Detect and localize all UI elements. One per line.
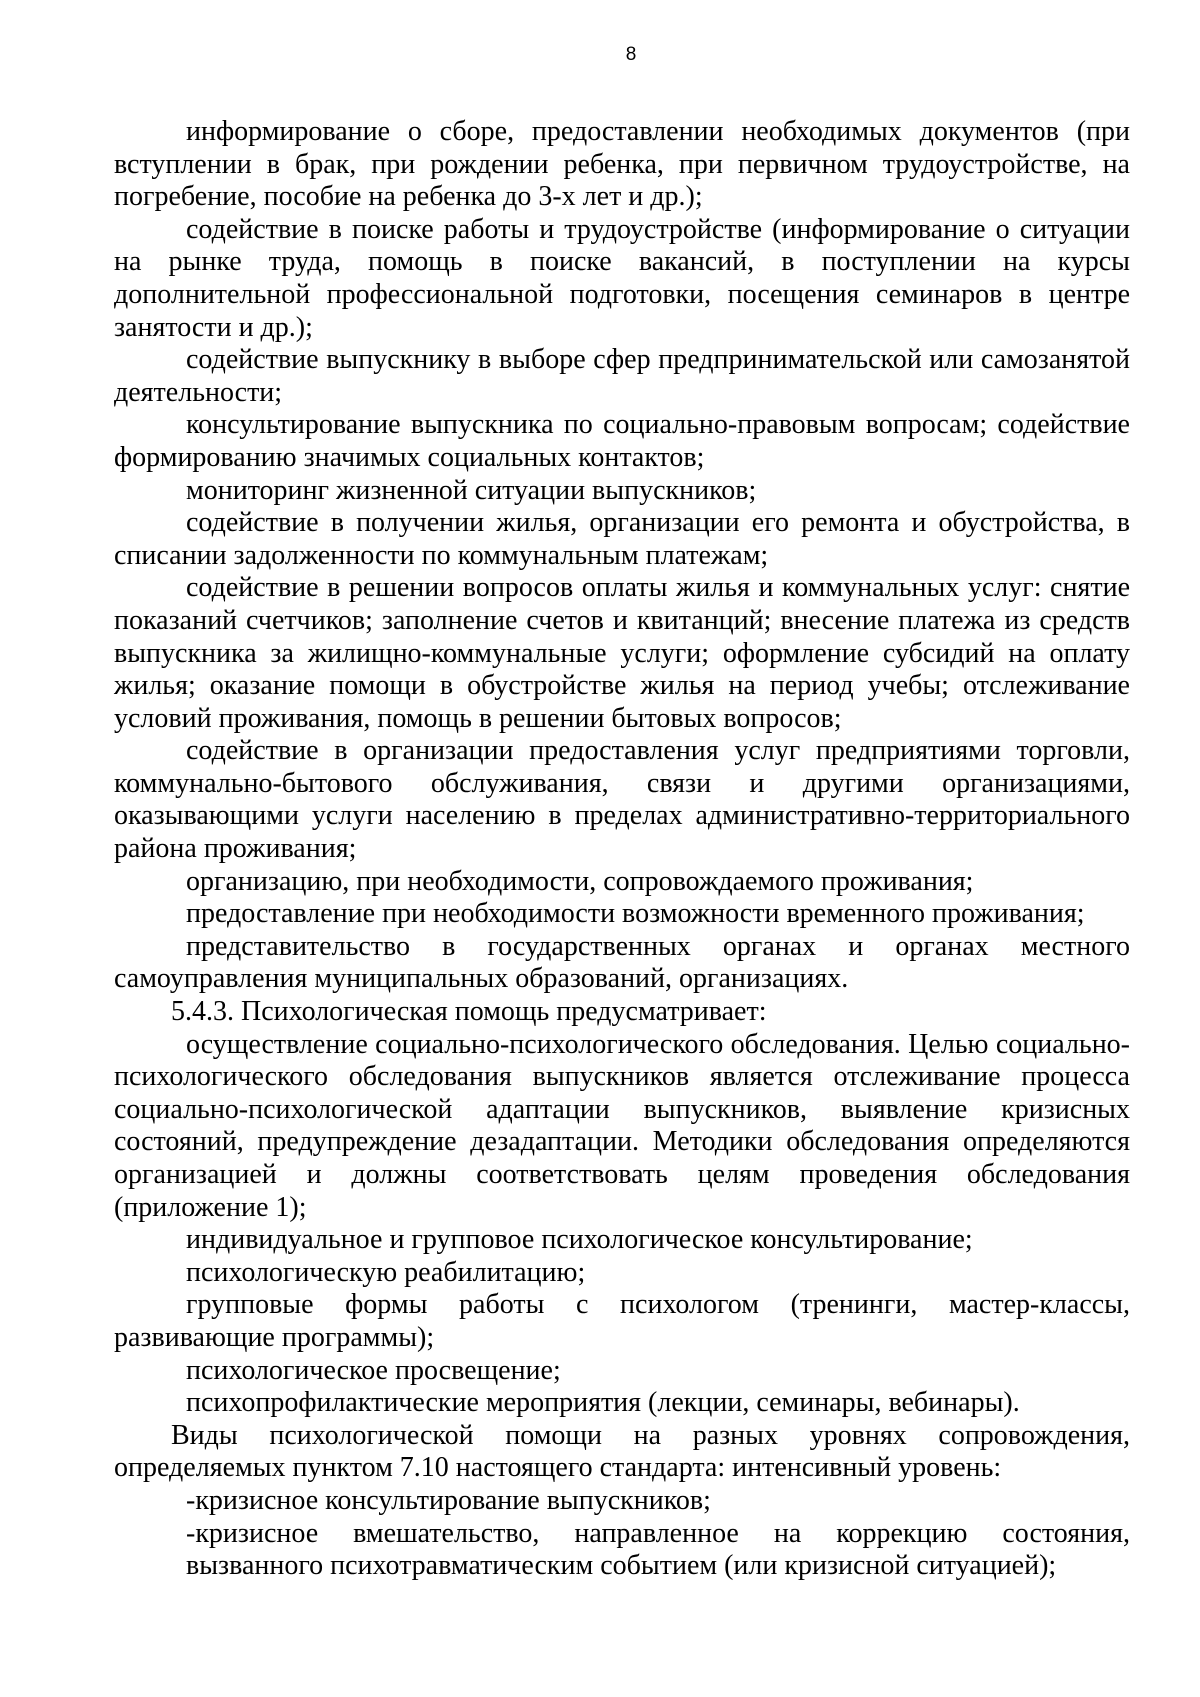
paragraph-support-levels: Виды психологической помощи на разных уровнях сопровождения, определяемых пунктом 7.10 настоящего стандарта: интенсивный уровень: [114, 1419, 1130, 1484]
paragraph-job-search: содействие в поиске работы и трудоустройстве (информирование о ситуации на рынке труда, помощь в поиске вакансий, в поступлении на курсы дополнительной профессиональной подготовки, посещения семинаров в центре занятости и др.); [114, 213, 1130, 343]
paragraph-legal-consulting: консультирование выпускника по социально-правовым вопросам; содействие формированию значимых социальных контактов; [114, 409, 1130, 473]
paragraph-psych-rehab: психологическую реабилитацию; [186, 1256, 586, 1288]
paragraph-utilities: содействие в решении вопросов оплаты жилья и коммунальных услуг: снятие показаний счетчиков; заполнение счетов и квитанций; внесение платежа из средств выпускника за жилищно-коммунальные услуги; оформление субсидий на оплату жилья; оказание помощи в обустройстве жилья на период учебы; отслеживание условий проживания, помощь в решении бытовых вопросов; [114, 572, 1130, 734]
paragraph-psych-assessment: осуществление социально-психологического обследования. Целью социально-психологического обследования выпускников является отслеживание процесса социально-психологической адаптации выпускников, выявление кризисных состояний, предупреждение дезадаптации. Методики обследования определяются организацией и должны соответствовать целям проведения обследования (приложение 1); [114, 1028, 1130, 1223]
paragraph-temporary-living: предоставление при необходимости возможности временного проживания; [186, 898, 1085, 930]
paragraph-services: содействие в организации предоставления услуг предприятиями торговли, коммунально-бытового обслуживания, связи и другими организациями, оказывающими услуги населению в пределах административно-территориального района проживания; [114, 735, 1130, 865]
paragraph-supported-living: организацию, при необходимости, сопровождаемого проживания; [186, 865, 974, 897]
paragraph-representation: представительство в государственных органах и органах местного самоуправления муниципальных образований, организациях. [114, 930, 1130, 995]
paragraph-monitoring: мониторинг жизненной ситуации выпускников; [186, 474, 757, 506]
paragraph-psych-education: психологическое просвещение; [186, 1354, 561, 1386]
paragraph-documents-info: информирование о сборе, предоставлении необходимых документов (при вступлении в брак, при рождении ребенка, при первичном трудоустройстве, на погребение, пособие на ребенка до 3-х лет и др.); [114, 116, 1130, 213]
paragraph-group-work: групповые формы работы с психологом (тренинги, мастер-классы, развивающие программы); [114, 1289, 1130, 1353]
document-body [114, 116, 1130, 1583]
paragraph-entrepreneurship: содействие выпускнику в выборе сфер предпринимательской или самозанятой деятельности; [114, 344, 1130, 408]
section-heading-5-4-3: 5.4.3. Психологическая помощь предусматривает: [171, 996, 767, 1028]
paragraph-psych-consulting: индивидуальное и групповое психологическое консультирование; [186, 1224, 973, 1256]
paragraph-prevention: психопрофилактические мероприятия (лекции, семинары, вебинары). [186, 1387, 1020, 1419]
list-item-crisis-consulting: -кризисное консультирование выпускников; [186, 1484, 711, 1516]
list-item-crisis-intervention: -кризисное вмешательство, направленное на коррекцию состояния, вызванного психотравматическим событием (или кризисной ситуацией); [186, 1517, 1130, 1582]
page-number: 8 [625, 44, 637, 65]
paragraph-housing: содействие в получении жилья, организации его ремонта и обустройства, в списании задолженности по коммунальным платежам; [114, 507, 1130, 571]
